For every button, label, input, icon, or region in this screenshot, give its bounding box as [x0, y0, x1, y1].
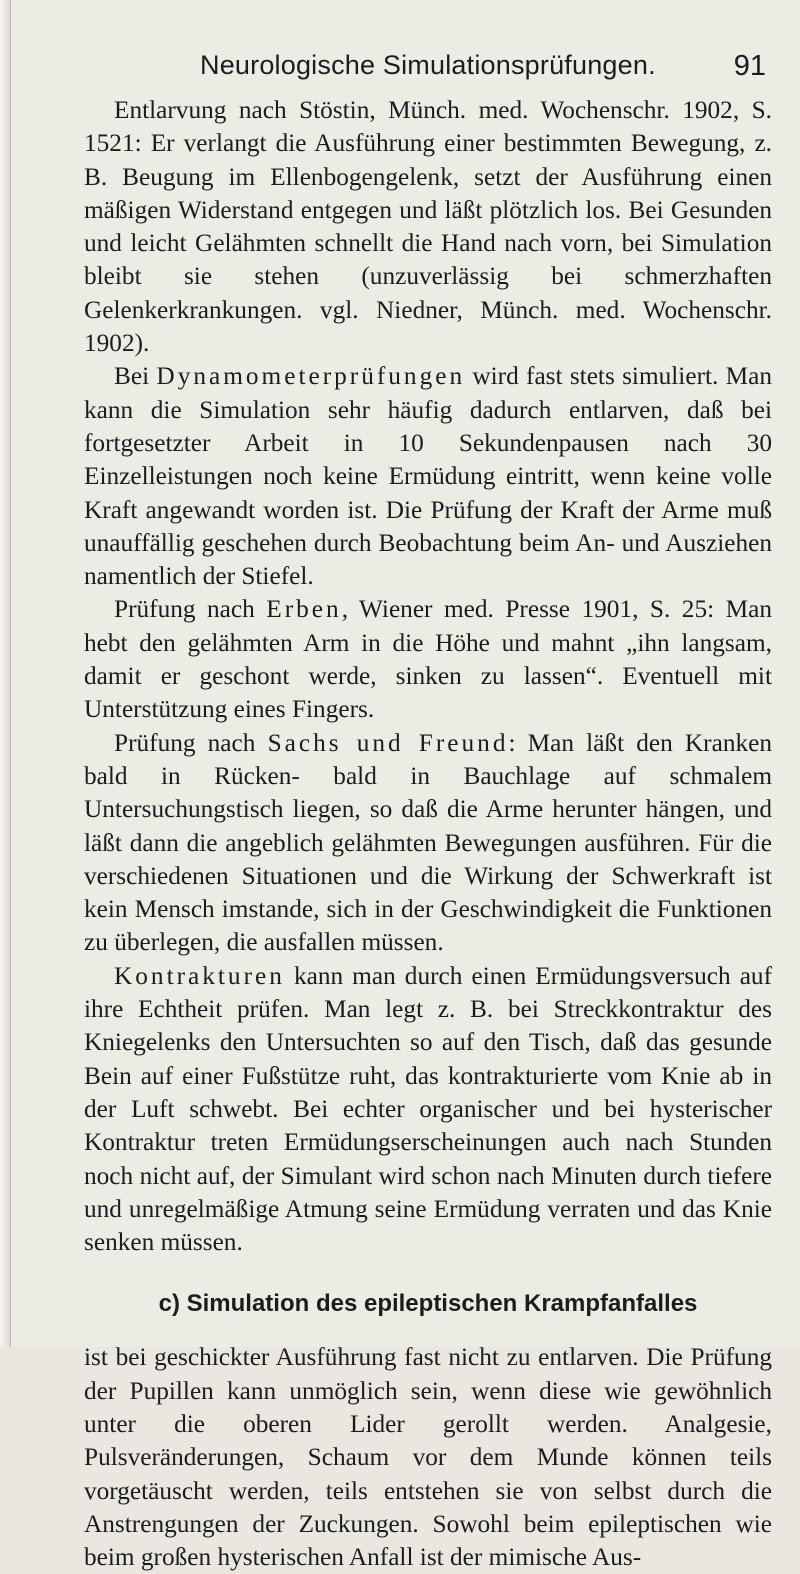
- page-edge: [0, 0, 11, 1347]
- emphasis-term: Kontrakturen: [114, 961, 285, 990]
- paragraph-sachs-freund: Prüfung nach Sachs und Freund: Man läßt den Kranken bald in Rücken- bald in Bauchlage auf schmalem Untersuchungstisch liegen, so daß die Arme herunter hängen, und läßt dann die angeblich gelähmten Bewegungen ausführen. Für die verschiedenen Situationen und die Wirkung der Schwerkraft ist kein Mensch imstande, sich in der Geschwindigkeit die Funktionen zu überlegen, die ausfallen müssen.: [84, 728, 773, 957]
- paragraph-epilepsie: ist bei geschickter Ausführung fast nicht zu entlarven. Die Prüfung der Pupillen kann unmöglich sein, wenn diese wie gewöhnlich unter die oberen Lider gerollt werden. Analgesie, Pulsveränderungen, Schaum vor dem Munde können teils vorgetäuscht werden, teils entstehen sie von selbst durch die Anstrengungen der Zuckungen. Sowohl beim epileptischen wie beim großen hysterischen Anfall ist der mimische Aus-: [84, 1343, 772, 1572]
- page-number: 91: [733, 50, 766, 82]
- paragraph-dynamometer: Bei Dynamometerprüfungen wird fast stets simuliert. Man kann die Simulation sehr häufig dadurch entlarven, daß bei fortgesetzter Arbeit in 10 Sekundenpausen nach 30 Einzelleistungen noch keine Ermüdung eintritt, wenn keine volle Kraft angewandt worden ist. Die Prüfung der Kraft der Arme muß unauffällig geschehen durch Beobachtung beim An- und Ausziehen namentlich der Stiefel.: [84, 362, 772, 591]
- paragraph-kontrakturen: Kontrakturen kann man durch einen Ermüdungsversuch auf ihre Echtheit prüfen. Man legt z. B. bei Streckkontraktur des Kniegelenks den Untersuchten so auf den Tisch, daß das gesunde Bein auf einer Fußstütze ruht, das kontrakturierte vom Knie ab in der Luft schwebt. Bei echter organischer und bei hysterischer Kontraktur treten Ermüdungserscheinungen auch nach Stunden noch nicht auf, der Simulant wird schon nach Minuten durch tiefere und unregelmäßige Atmung seine Ermüdung verraten und das Knie senken müssen.: [84, 961, 772, 1257]
- body-text: [84, 94, 772, 1574]
- running-title: Neurologische Simulationsprüfungen.: [200, 50, 656, 80]
- emphasis-authors: Sachs und Freund: [267, 728, 509, 757]
- page-header: [88, 50, 768, 90]
- emphasis-author: Erben: [266, 595, 342, 624]
- paragraph-stoestin: Entlarvung nach Stöstin, Münch. med. Wochenschr. 1902, S. 1521: Er verlangt die Ausführung einer bestimmten Bewegung, z. B. Beugung im Ellenbogengelenk, setzt der Ausführung einen mäßigen Widerstand entgegen und läßt plötzlich los. Bei Gesunden und leicht Gelähmten schnellt die Hand nach vorn, bei Simulation bleibt sie stehen (unzuverlässig bei schmerzhaften Gelenkerkrankungen. vgl. Niedner, Münch. med. Wochenschr. 1902).: [84, 96, 772, 358]
- emphasis-term: Dynamometerprüfungen: [156, 362, 466, 391]
- paragraph-erben: Prüfung nach Erben, Wiener med. Presse 1901, S. 25: Man hebt den gelähmten Arm in die Höhe und mahnt „ihn langsam, damit er geschont werde, sinken zu lassen“. Eventuell mit Unterstützung eines Fingers.: [84, 595, 773, 724]
- section-heading: c) Simulation des epileptischen Krampfanfalles: [158, 1290, 698, 1318]
